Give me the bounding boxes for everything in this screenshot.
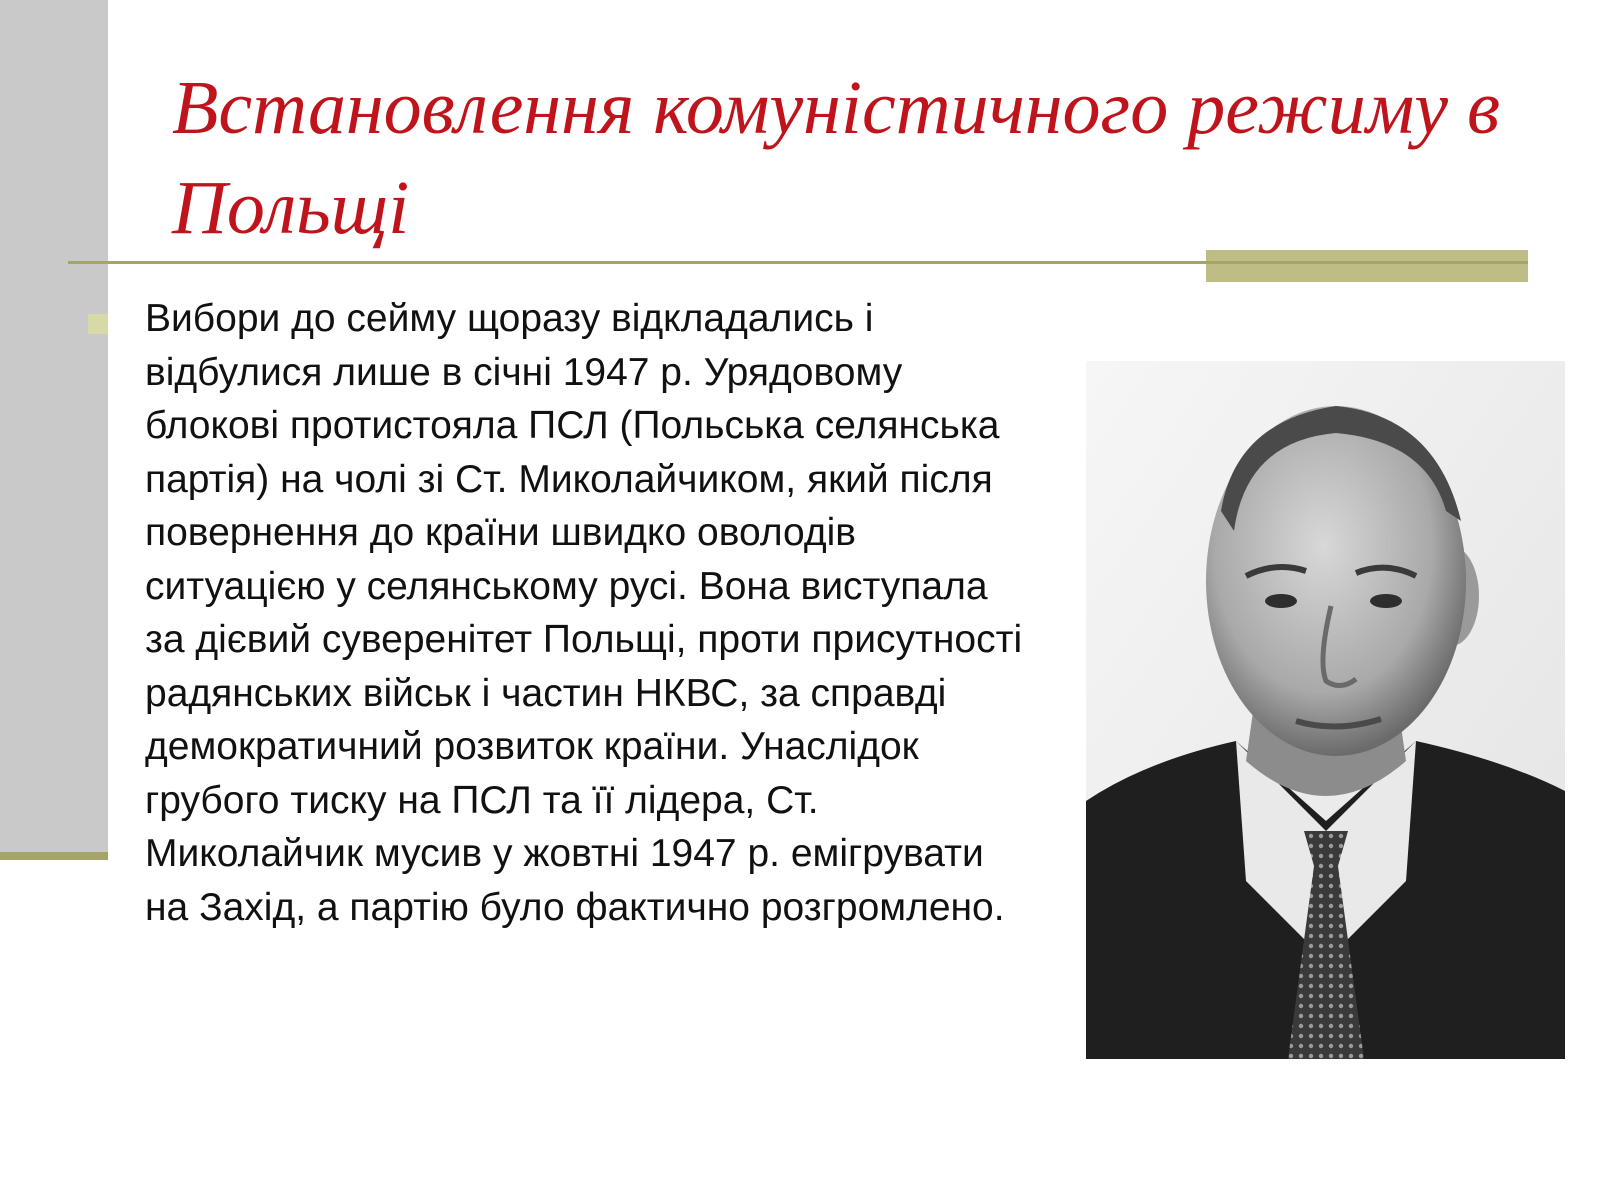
portrait-photo — [1086, 361, 1565, 1059]
slide-title: Встановлення комуністичного режиму в Польщі — [172, 66, 1500, 250]
body-paragraph: Вибори до сейму щоразу відкладались і відбулися лише в січні 1947 р. Урядовому блокові протистояла ПСЛ (Польська селянська партія) на чолі зі Ст. Миколайчиком, який після повернення до країни швидко оволодів ситуацією у селянському русі. Вона виступала за дієвий суверенітет Польщі, проти присутності радянських військ і частин НКВС, за справді демократичний розвиток країни. Унаслідок грубого тиску на ПСЛ та її лідера, Ст. Миколайчик мусив у жовтні 1947 р. емігрувати на Захід, а партію було фактично розгромлено. — [145, 297, 1023, 929]
left-decorative-bar — [0, 0, 108, 852]
left-bar-accent-line — [0, 852, 108, 860]
title-underline-accent — [1206, 250, 1528, 282]
bullet-square-icon — [88, 314, 108, 334]
